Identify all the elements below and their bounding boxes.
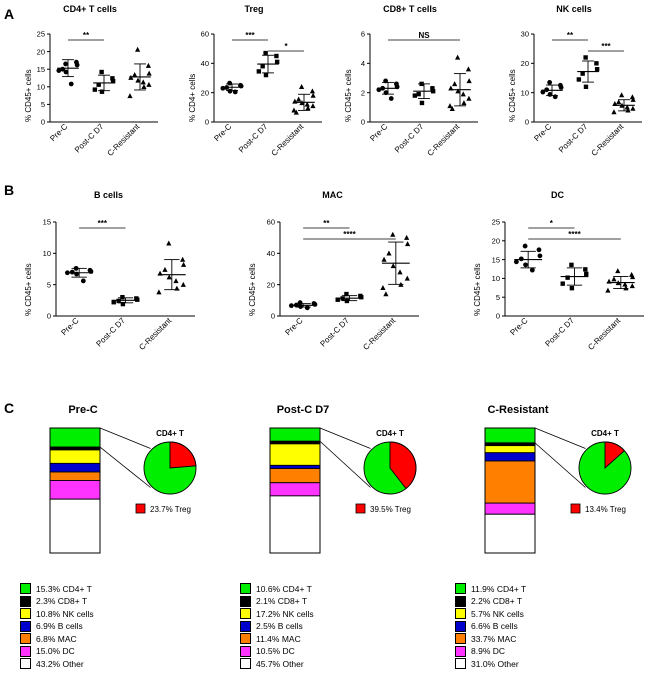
composition-title: Post-C D7 xyxy=(276,404,330,416)
svg-text:****: **** xyxy=(343,230,356,239)
legend-label: 6.8% MAC xyxy=(36,633,77,644)
composition-group-post-c-d7 xyxy=(240,404,440,564)
legend-label: 10.8% NK cells xyxy=(36,608,94,619)
svg-text:C-Resistant: C-Resistant xyxy=(105,122,142,158)
svg-text:13.4% Treg: 13.4% Treg xyxy=(585,505,626,514)
legend-label: 11.9% CD4+ T xyxy=(471,583,527,594)
legend-item xyxy=(20,621,94,632)
svg-text:0: 0 xyxy=(524,117,529,127)
svg-text:C-Resistant: C-Resistant xyxy=(586,316,623,352)
legend-item xyxy=(455,608,526,619)
svg-text:10: 10 xyxy=(42,249,51,259)
legend-item xyxy=(240,633,314,644)
legend-label: 11.4% MAC xyxy=(256,633,301,644)
chart-title: CD8+ T cells xyxy=(383,4,437,14)
legend-swatch-icon xyxy=(240,646,251,657)
svg-text:5: 5 xyxy=(495,292,500,302)
svg-text:Post-C D7: Post-C D7 xyxy=(236,122,270,155)
legend-label: 31.0% Other xyxy=(471,658,519,669)
svg-text:Pre-C: Pre-C xyxy=(283,316,305,338)
svg-text:***: *** xyxy=(245,31,255,40)
legend-label: 2.1% CD8+ T xyxy=(256,596,308,606)
svg-text:C-Resistant: C-Resistant xyxy=(361,316,398,352)
legend-label: 45.7% Other xyxy=(256,658,304,669)
y-axis-label: % CD45+ cells xyxy=(24,263,33,316)
legend-item xyxy=(20,608,94,619)
svg-text:0: 0 xyxy=(40,117,45,127)
legend-item xyxy=(455,583,526,594)
legend-item xyxy=(240,596,314,607)
chart-title: B cells xyxy=(93,190,124,200)
legend-swatch-icon xyxy=(455,596,466,607)
svg-text:5: 5 xyxy=(40,100,45,110)
panel-letter-c: C xyxy=(4,400,15,416)
svg-text:*: * xyxy=(549,219,553,228)
chart-title: DC xyxy=(551,190,564,200)
svg-text:0: 0 xyxy=(495,311,500,321)
legend-item xyxy=(455,633,526,644)
panel-letter-a: A xyxy=(4,6,15,22)
legend-swatch-icon xyxy=(240,621,251,632)
legend-swatch-icon xyxy=(240,633,251,644)
svg-text:Post-C D7: Post-C D7 xyxy=(556,122,590,155)
svg-text:C-Resistant: C-Resistant xyxy=(589,122,626,158)
legend-swatch-icon xyxy=(20,633,31,644)
legend-item xyxy=(240,608,314,619)
legend-swatch-icon xyxy=(20,596,31,607)
chart-cd4-t-cells xyxy=(16,4,166,169)
svg-text:20: 20 xyxy=(520,59,529,69)
svg-text:40: 40 xyxy=(200,59,209,69)
legend-item xyxy=(240,658,314,669)
chart-nk-cells xyxy=(500,4,650,169)
svg-text:6: 6 xyxy=(360,29,365,39)
composition-group-pre-c xyxy=(20,404,220,564)
legend-c-resistant xyxy=(455,583,526,671)
svg-text:*: * xyxy=(284,42,288,51)
legend-item xyxy=(240,621,314,632)
legend-item xyxy=(20,633,94,644)
legend-swatch-icon xyxy=(20,658,31,669)
chart-title: CD4+ T cells xyxy=(63,4,117,14)
legend-swatch-icon xyxy=(455,608,466,619)
svg-text:C-Resistant: C-Resistant xyxy=(425,122,462,158)
svg-text:****: **** xyxy=(568,230,581,239)
legend-swatch-icon xyxy=(455,646,466,657)
svg-text:CD4+ T: CD4+ T xyxy=(376,429,404,438)
chart-treg xyxy=(180,4,330,169)
svg-text:40: 40 xyxy=(266,249,275,259)
legend-swatch-icon xyxy=(240,596,251,607)
legend-label: 5.7% NK cells xyxy=(471,608,524,619)
svg-text:20: 20 xyxy=(266,280,275,290)
legend-item xyxy=(455,596,526,607)
svg-text:***: *** xyxy=(601,42,611,51)
legend-label: 2.5% B cells xyxy=(256,621,303,631)
svg-text:Pre-C: Pre-C xyxy=(508,316,530,338)
svg-text:Post-C D7: Post-C D7 xyxy=(392,122,426,155)
svg-text:***: *** xyxy=(97,219,108,228)
legend-item xyxy=(20,658,94,669)
svg-text:20: 20 xyxy=(491,236,500,246)
svg-text:CD4+ T: CD4+ T xyxy=(156,429,184,438)
svg-text:0: 0 xyxy=(270,311,275,321)
legend-label: 15.3% CD4+ T xyxy=(36,583,92,594)
legend-item xyxy=(20,646,94,657)
chart-title: Treg xyxy=(244,4,264,14)
legend-swatch-icon xyxy=(240,583,251,594)
legend-item xyxy=(240,583,314,594)
svg-text:CD4+ T: CD4+ T xyxy=(591,429,619,438)
legend-swatch-icon xyxy=(455,621,466,632)
svg-text:0: 0 xyxy=(360,117,365,127)
svg-text:25: 25 xyxy=(36,29,45,39)
legend-swatch-icon xyxy=(240,608,251,619)
svg-text:Pre-C: Pre-C xyxy=(59,316,81,338)
composition-title: C-Resistant xyxy=(487,404,549,416)
legend-item xyxy=(20,583,94,594)
svg-text:25: 25 xyxy=(491,217,500,227)
svg-text:60: 60 xyxy=(200,29,209,39)
legend-swatch-icon xyxy=(455,658,466,669)
svg-text:**: ** xyxy=(566,31,574,40)
composition-group-c-resistant xyxy=(455,404,655,564)
svg-text:10: 10 xyxy=(520,88,529,98)
svg-text:C-Resistant: C-Resistant xyxy=(269,122,306,158)
svg-text:Pre-C: Pre-C xyxy=(48,122,70,144)
svg-text:0: 0 xyxy=(46,311,51,321)
legend-swatch-icon xyxy=(455,583,466,594)
composition-title: Pre-C xyxy=(68,404,98,416)
legend-item xyxy=(240,646,314,657)
svg-text:10: 10 xyxy=(36,82,45,92)
svg-text:4: 4 xyxy=(360,59,365,69)
svg-text:10: 10 xyxy=(491,274,500,284)
legend-label: 43.2% Other xyxy=(36,658,84,669)
svg-text:C-Resistant: C-Resistant xyxy=(137,316,174,352)
svg-text:**: ** xyxy=(323,219,330,228)
chart-cd8-t-cells xyxy=(336,4,486,169)
svg-text:20: 20 xyxy=(36,47,45,57)
svg-text:Pre-C: Pre-C xyxy=(212,122,234,144)
legend-swatch-icon xyxy=(20,608,31,619)
y-axis-label: % CD45+ cells xyxy=(24,69,33,122)
svg-text:20: 20 xyxy=(200,88,209,98)
svg-text:Post-C D7: Post-C D7 xyxy=(543,316,576,349)
y-axis-label: % CD45+ cells xyxy=(344,69,353,122)
legend-label: 10.5% DC xyxy=(256,646,295,656)
legend-label: 33.7% MAC xyxy=(471,633,517,644)
panel-letter-b: B xyxy=(4,182,15,198)
svg-text:39.5% Treg: 39.5% Treg xyxy=(370,505,411,514)
legend-item xyxy=(455,646,526,657)
svg-text:Post-C D7: Post-C D7 xyxy=(72,122,106,155)
legend-post-c-d7 xyxy=(240,583,314,671)
y-axis-label: % CD45+ cells xyxy=(508,69,517,122)
legend-label: 15.0% DC xyxy=(36,646,75,656)
svg-text:Post-C D7: Post-C D7 xyxy=(94,316,127,349)
svg-text:15: 15 xyxy=(42,217,51,227)
chart-dc xyxy=(465,190,655,375)
legend-label: 6.9% B cells xyxy=(36,621,83,631)
svg-text:15: 15 xyxy=(491,255,500,265)
legend-label: 2.2% CD8+ T xyxy=(471,596,523,606)
y-axis-label: % CD45+ cells xyxy=(248,263,257,316)
y-axis-label: % CD4+ cells xyxy=(188,73,197,122)
legend-swatch-icon xyxy=(455,633,466,644)
legend-swatch-icon xyxy=(20,646,31,657)
legend-label: 10.6% CD4+ T xyxy=(256,583,312,594)
svg-text:60: 60 xyxy=(266,217,275,227)
svg-text:NS: NS xyxy=(418,31,430,40)
legend-label: 6.6% B cells xyxy=(471,621,518,631)
y-axis-label: % CD45+ cells xyxy=(473,263,482,316)
legend-pre-c xyxy=(20,583,94,671)
svg-text:Pre-C: Pre-C xyxy=(368,122,390,144)
svg-text:Pre-C: Pre-C xyxy=(532,122,554,144)
svg-text:0: 0 xyxy=(204,117,209,127)
chart-mac xyxy=(240,190,430,375)
legend-swatch-icon xyxy=(20,583,31,594)
legend-item xyxy=(455,621,526,632)
chart-title: MAC xyxy=(322,190,343,200)
legend-swatch-icon xyxy=(240,658,251,669)
legend-swatch-icon xyxy=(20,621,31,632)
svg-text:2: 2 xyxy=(360,88,365,98)
legend-item xyxy=(20,596,94,607)
chart-title: NK cells xyxy=(556,4,592,14)
legend-label: 8.9% DC xyxy=(471,646,506,656)
svg-text:15: 15 xyxy=(36,64,45,74)
svg-text:**: ** xyxy=(82,31,90,40)
legend-item xyxy=(455,658,526,669)
svg-text:23.7% Treg: 23.7% Treg xyxy=(150,505,191,514)
svg-text:5: 5 xyxy=(46,280,51,290)
svg-text:30: 30 xyxy=(520,29,529,39)
svg-text:Post-C D7: Post-C D7 xyxy=(318,316,351,349)
legend-label: 17.2% NK cells xyxy=(256,608,314,619)
chart-b-cells xyxy=(16,190,206,375)
legend-label: 2.3% CD8+ T xyxy=(36,596,88,606)
